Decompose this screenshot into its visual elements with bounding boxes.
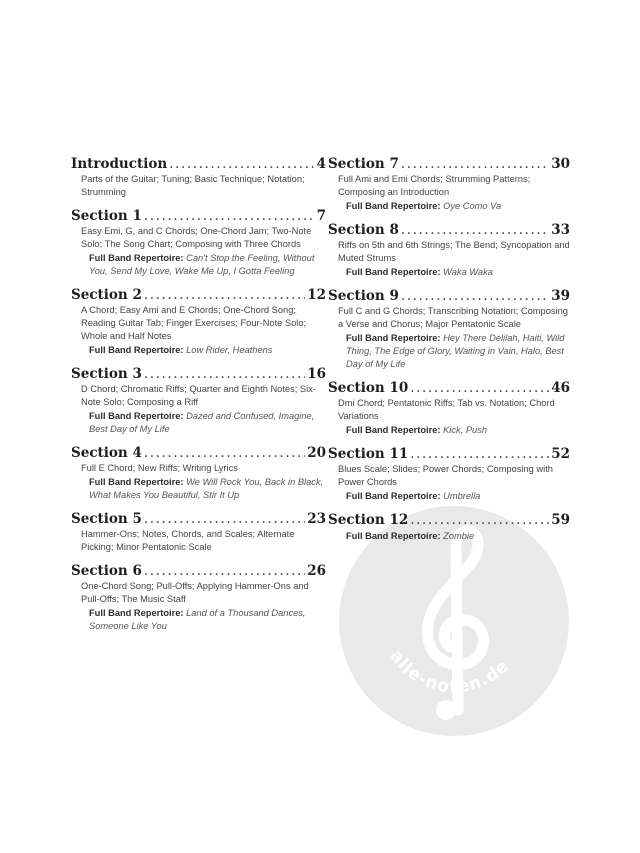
toc-entry-section-2: [71, 286, 326, 357]
dot-leader: [144, 286, 305, 304]
repertoire-line: [89, 252, 326, 278]
dot-leader: [410, 445, 549, 463]
page-number: 59: [551, 512, 570, 528]
repertoire-label: Full Band Repertoire:: [89, 253, 184, 263]
section-title: Section 6: [71, 563, 142, 579]
toc-entry-section-1: [71, 207, 326, 278]
repertoire-label: Full Band Repertoire:: [346, 531, 441, 541]
page-number: 46: [551, 380, 570, 396]
toc-entry-section-4: [71, 444, 326, 502]
watermark-text: alle-noten.de: [385, 646, 514, 698]
repertoire-label: Full Band Repertoire:: [89, 345, 184, 355]
repertoire-songs: Hey There Delilah, Haiti, Wild Thing, The Edge of Glory, Waiting in Vain, Halo, Best Day of My Life: [346, 333, 565, 369]
page-number: 4: [316, 156, 326, 172]
toc-left-column: [71, 155, 326, 641]
dot-leader: [144, 562, 305, 580]
repertoire-songs: Zombie: [443, 531, 475, 541]
repertoire-songs: Waka Waka: [443, 267, 493, 277]
dot-leader: [401, 221, 549, 239]
repertoire-line: [89, 410, 326, 436]
repertoire-songs: Land of a Thousand Dances, Someone Like You: [89, 608, 306, 631]
repertoire-songs: We Will Rock You, Back in Black, What Makes You Beautiful, Stir It Up: [89, 477, 324, 500]
toc-entry-introduction: [71, 155, 326, 199]
page-number: 20: [307, 445, 326, 461]
dot-leader: [401, 155, 549, 173]
repertoire-line: [346, 424, 570, 437]
dot-leader: [169, 155, 314, 173]
dot-leader: [144, 444, 305, 462]
toc-entry-section-9: [328, 287, 570, 371]
section-description: Blues Scale; Slides; Power Chords; Composing with Power Chords: [338, 464, 553, 487]
section-title: Section 8: [328, 222, 399, 238]
repertoire-label: Full Band Repertoire:: [346, 491, 441, 501]
section-description: Full Ami and Emi Chords; Strumming Patterns; Composing an Introduction: [338, 174, 531, 197]
repertoire-label: Full Band Repertoire:: [89, 411, 184, 421]
section-description: One-Chord Song; Pull-Offs; Applying Hammer-Ons and Pull-Offs; The Music Staff: [81, 581, 309, 604]
page-number: 52: [551, 446, 570, 462]
repertoire-line: [89, 607, 326, 633]
toc-right-column: [328, 155, 570, 551]
section-description: Full C and G Chords; Transcribing Notation; Composing a Verse and Chorus; Major Pentatonic Scale: [338, 306, 568, 329]
section-title: Introduction: [71, 156, 168, 172]
repertoire-line: [346, 530, 570, 543]
section-description: Hammer-Ons; Notes, Chords, and Scales; Alternate Picking; Minor Pentatonic Scale: [81, 529, 295, 552]
repertoire-songs: Can't Stop the Feeling, Without You, Send My Love, Wake Me Up, I Gotta Feeling: [89, 253, 315, 276]
section-description: A Chord; Easy Ami and E Chords; One-Chord Song; Reading Guitar Tab; Finger Exercises; Four-Note Solo; Whole and Half Notes: [81, 305, 307, 341]
section-title: Section 2: [71, 287, 142, 303]
toc-entry-section-5: [71, 510, 326, 554]
repertoire-line: [89, 344, 326, 357]
section-title: Section 9: [328, 288, 399, 304]
toc-entry-section-3: [71, 365, 326, 436]
page-number: 33: [551, 222, 570, 238]
section-description: Easy Emi, G, and C Chords; One-Chord Jam; Two-Note Solo; The Song Chart; Composing with Three Chords: [81, 226, 312, 249]
page-number: 26: [307, 563, 326, 579]
section-description: Riffs on 5th and 6th Strings; The Bend; Syncopation and Muted Strums: [338, 240, 570, 263]
section-title: Section 11: [328, 446, 409, 462]
repertoire-label: Full Band Repertoire:: [346, 333, 441, 343]
repertoire-songs: Oye Como Va: [443, 201, 502, 211]
repertoire-songs: Kick, Push: [443, 425, 488, 435]
dot-leader: [144, 365, 305, 383]
repertoire-label: Full Band Repertoire:: [89, 608, 184, 618]
page-number: 39: [551, 288, 570, 304]
toc-entry-section-11: [328, 445, 570, 503]
page-number: 7: [316, 208, 326, 224]
page-number: 30: [551, 156, 570, 172]
page-number: 16: [307, 366, 326, 382]
dot-leader: [401, 287, 549, 305]
repertoire-songs: Low Rider, Heathens: [186, 345, 273, 355]
repertoire-line: [346, 332, 570, 371]
section-title: Section 12: [328, 512, 409, 528]
repertoire-label: Full Band Repertoire:: [346, 201, 441, 211]
section-title: Section 1: [71, 208, 142, 224]
repertoire-line: [346, 490, 570, 503]
dot-leader: [410, 379, 549, 397]
section-title: Section 4: [71, 445, 142, 461]
page-number: 23: [307, 511, 326, 527]
toc-entry-section-6: [71, 562, 326, 633]
section-description: Full E Chord; New Riffs; Writing Lyrics: [81, 463, 238, 473]
dot-leader: [144, 510, 305, 528]
repertoire-songs: Umbrella: [443, 491, 481, 501]
dot-leader: [410, 511, 549, 529]
repertoire-line: [346, 266, 570, 279]
repertoire-songs: Dazed and Confused, Imagine, Best Day of My Life: [89, 411, 315, 434]
section-description: D Chord; Chromatic Riffs; Quarter and Eighth Notes; Six-Note Solo; Composing a Riff: [81, 384, 316, 407]
section-description: Dmi Chord; Pentatonic Riffs; Tab vs. Notation; Chord Variations: [338, 398, 555, 421]
section-title: Section 7: [328, 156, 399, 172]
repertoire-label: Full Band Repertoire:: [346, 267, 441, 277]
section-description: Parts of the Guitar; Tuning; Basic Technique; Notation; Strumming: [81, 174, 305, 197]
repertoire-label: Full Band Repertoire:: [346, 425, 441, 435]
repertoire-line: [89, 476, 326, 502]
toc-entry-section-10: [328, 379, 570, 437]
toc-entry-section-7: [328, 155, 570, 213]
repertoire-line: [346, 200, 570, 213]
section-title: Section 3: [71, 366, 142, 382]
toc-entry-section-12: [328, 511, 570, 543]
section-title: Section 10: [328, 380, 409, 396]
page-number: 12: [307, 287, 326, 303]
section-title: Section 5: [71, 511, 142, 527]
toc-entry-section-8: [328, 221, 570, 279]
repertoire-label: Full Band Repertoire:: [89, 477, 184, 487]
dot-leader: [144, 207, 315, 225]
